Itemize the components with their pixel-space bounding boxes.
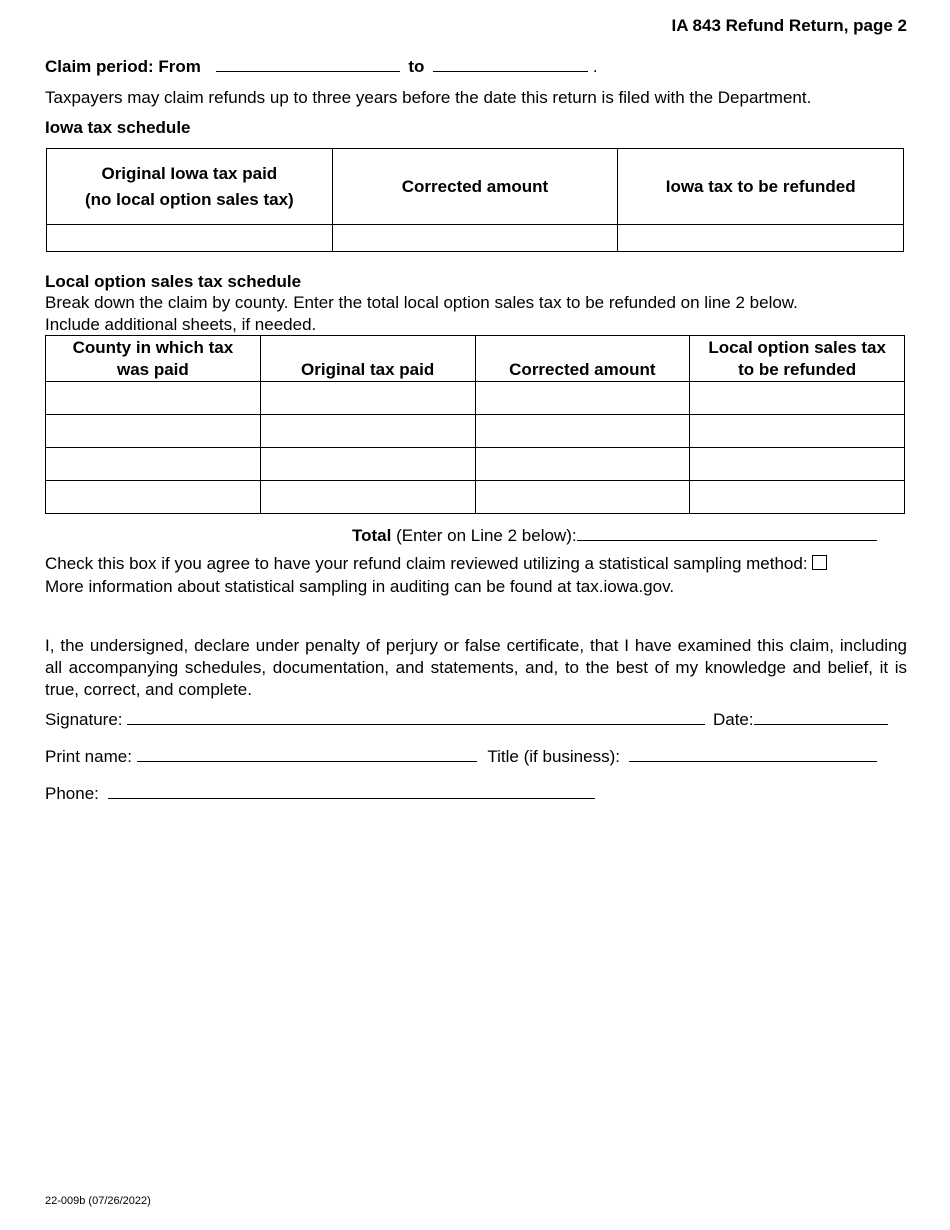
- print-name-row: [45, 747, 877, 767]
- signature-row: [45, 710, 888, 730]
- iowa-tax-table: [46, 148, 904, 252]
- claim-to-field[interactable]: [433, 57, 588, 72]
- lost-table-cell[interactable]: [475, 382, 690, 415]
- iowa-col-header: [47, 149, 333, 225]
- sampling-info: More information about statistical sampling in auditing can be found at tax.iowa.gov.: [45, 577, 675, 596]
- lost-table-cell[interactable]: [260, 448, 475, 481]
- lost-table-cell[interactable]: [475, 481, 690, 514]
- lost-table-row: [46, 448, 905, 481]
- title-field[interactable]: [629, 747, 877, 762]
- lost-col-header-text: Original tax paid: [301, 360, 435, 379]
- signature-field[interactable]: [127, 710, 705, 725]
- lost-col-header: [475, 336, 690, 382]
- lost-table-row: [46, 415, 905, 448]
- iowa-table-row: [47, 225, 904, 252]
- sampling-checkbox[interactable]: [812, 555, 827, 570]
- lost-col-header: [46, 336, 261, 382]
- lost-table-cell[interactable]: [690, 448, 905, 481]
- iowa-table-cell[interactable]: [47, 225, 333, 252]
- phone-label: Phone:: [45, 784, 99, 803]
- lost-table-cell[interactable]: [260, 415, 475, 448]
- sampling-text: Check this box if you agree to have your refund claim reviewed utilizing a statistical sampling method:: [45, 554, 808, 573]
- phone-row: [45, 784, 595, 804]
- lost-table-cell[interactable]: [260, 382, 475, 415]
- claim-from-field[interactable]: [216, 57, 400, 72]
- iowa-col-header-text: Original Iowa tax paid: [101, 163, 278, 183]
- lost-instruction-1: Break down the claim by county. Enter the total local option sales tax to be refunded on line 2 below.: [45, 293, 798, 312]
- claim-period: [45, 57, 598, 77]
- date-label: Date:: [712, 710, 754, 729]
- print-name-field[interactable]: [137, 747, 477, 762]
- iowa-col-header-text: (no local option sales tax): [84, 189, 294, 209]
- lost-table-row: [46, 382, 905, 415]
- lost-table-cell[interactable]: [475, 415, 690, 448]
- phone-field[interactable]: [108, 784, 595, 799]
- iowa-col-header-text: Iowa tax to be refunded: [665, 176, 856, 196]
- total-line: [352, 526, 877, 546]
- iowa-table-cell[interactable]: [332, 225, 618, 252]
- lost-table-row: [46, 481, 905, 514]
- total-note: (Enter on Line 2 below):: [396, 526, 577, 545]
- lost-col-header: [260, 336, 475, 382]
- lost-table-cell[interactable]: [475, 448, 690, 481]
- claim-to-label: to: [408, 57, 425, 76]
- page-title: IA 843 Refund Return, page 2: [671, 16, 907, 35]
- date-field[interactable]: [754, 710, 888, 725]
- lost-table-cell[interactable]: [46, 415, 261, 448]
- total-field[interactable]: [577, 526, 877, 541]
- lost-col-header: [690, 336, 905, 382]
- intro-text: Taxpayers may claim refunds up to three years before the date this return is filed with the Department.: [45, 88, 812, 107]
- iowa-schedule-title: Iowa tax schedule: [45, 118, 191, 137]
- declaration-text: I, the undersigned, declare under penalty of perjury or false certificate, that I have examined this claim, including all accompanying schedules, documentation, and statements, and, to the best of my knowledge and belief, it is true, correct, and complete.: [45, 636, 907, 699]
- total-label: Total: [352, 526, 392, 545]
- claim-from-label: Claim period: From: [45, 57, 201, 76]
- lost-col-header-text: County in which tax: [72, 338, 234, 357]
- lost-schedule-title: Local option sales tax schedule: [45, 272, 302, 291]
- lost-table-cell[interactable]: [690, 415, 905, 448]
- signature-label: Signature:: [45, 710, 123, 729]
- iowa-col-header: [332, 149, 618, 225]
- form-code: 22-009b (07/26/2022): [45, 1195, 151, 1207]
- lost-col-header-text: to be refunded: [738, 360, 857, 379]
- lost-table-cell[interactable]: [46, 448, 261, 481]
- lost-table-cell[interactable]: [46, 481, 261, 514]
- iowa-table-cell[interactable]: [618, 225, 904, 252]
- lost-col-header-text: Corrected amount: [509, 360, 656, 379]
- print-name-label: Print name:: [45, 747, 132, 766]
- lost-tax-table: [45, 335, 905, 514]
- lost-table-cell[interactable]: [46, 382, 261, 415]
- lost-table-cell[interactable]: [690, 481, 905, 514]
- lost-instruction-2: Include additional sheets, if needed.: [45, 315, 317, 334]
- lost-col-header-text: Local option sales tax: [708, 338, 886, 357]
- iowa-col-header: [618, 149, 904, 225]
- iowa-col-header-text: Corrected amount: [401, 176, 549, 196]
- lost-table-cell[interactable]: [690, 382, 905, 415]
- title-label: Title (if business):: [487, 747, 620, 766]
- lost-col-header-text: was paid: [116, 360, 189, 379]
- claim-period-end: .: [592, 57, 598, 76]
- lost-table-cell[interactable]: [260, 481, 475, 514]
- sampling-line: [45, 554, 827, 574]
